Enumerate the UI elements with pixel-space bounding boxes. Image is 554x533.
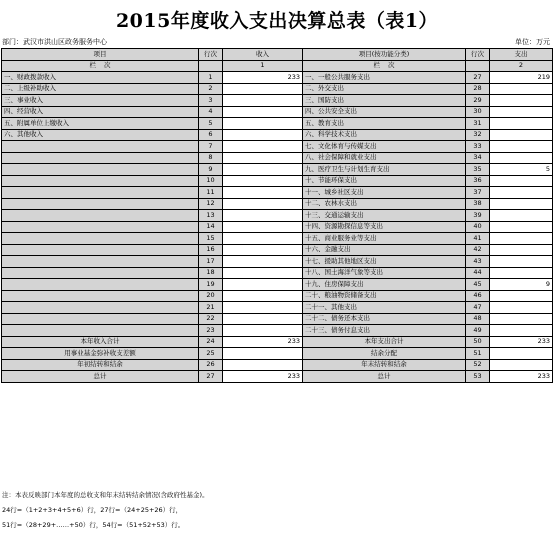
income-line-no-cell: 2 (199, 83, 223, 95)
table-row (2, 106, 553, 118)
table-row (2, 118, 553, 130)
expense-item-cell: 十七、援助其他地区支出 (303, 256, 466, 268)
expense-value-cell (490, 152, 553, 164)
income-value-cell (223, 221, 303, 233)
expense-item-cell: 十三、交通运输支出 (303, 210, 466, 222)
table-row (2, 290, 553, 302)
expense-item-cell: 二、外交支出 (303, 83, 466, 95)
income-line-no-cell: 7 (199, 141, 223, 153)
table-row (2, 221, 553, 233)
income-value-cell (223, 187, 303, 199)
income-item-cell (2, 290, 199, 302)
income-line-no-cell: 24 (199, 336, 223, 348)
income-item-cell (2, 267, 199, 279)
table-row (2, 129, 553, 141)
income-item-cell (2, 325, 199, 337)
income-line-no-cell: 23 (199, 325, 223, 337)
summary-row (2, 359, 553, 371)
income-value-cell (223, 118, 303, 130)
expense-item-cell: 十二、农林水支出 (303, 198, 466, 210)
income-item-cell (2, 256, 199, 268)
table-row (2, 302, 553, 314)
income-item-cell: 总计 (2, 371, 199, 383)
summary-row (2, 371, 553, 383)
expense-line-no-cell: 32 (466, 129, 490, 141)
header-row (2, 49, 553, 61)
income-item-cell (2, 244, 199, 256)
income-item-cell (2, 164, 199, 176)
income-line-no-cell: 17 (199, 256, 223, 268)
col-label-right (303, 60, 466, 72)
income-line-no-cell: 15 (199, 233, 223, 245)
table-row (2, 279, 553, 291)
column-index-row (2, 60, 553, 72)
income-item-cell: 用事业基金弥补收支差额 (2, 348, 199, 360)
income-line-no-cell: 12 (199, 198, 223, 210)
header-line-no: 行次 (199, 49, 223, 61)
expense-item-cell: 年末结转和结余 (303, 359, 466, 371)
income-value-cell (223, 95, 303, 107)
income-value-cell (223, 210, 303, 222)
income-line-no-cell: 22 (199, 313, 223, 325)
expense-value-cell (490, 198, 553, 210)
income-value-cell (223, 141, 303, 153)
col-index-2: 2 (490, 60, 553, 72)
expense-item-cell: 六、科学技术支出 (303, 129, 466, 141)
expense-value-cell (490, 267, 553, 279)
expense-item-cell: 十、节能环保支出 (303, 175, 466, 187)
expense-line-no-cell: 35 (466, 164, 490, 176)
income-item-cell (2, 221, 199, 233)
report-title: 2015年度收入支出决算总表（表1） (115, 10, 439, 32)
col-label-text-left: 栏 (89, 61, 104, 70)
expense-value-cell (490, 221, 553, 233)
income-line-no-cell: 11 (199, 187, 223, 199)
table-row (2, 72, 553, 84)
table-row (2, 164, 553, 176)
income-line-no-cell: 6 (199, 129, 223, 141)
expense-value-cell (490, 210, 553, 222)
expense-item-cell: 四、公共安全支出 (303, 106, 466, 118)
col-label2-text-right: 次 (388, 61, 395, 70)
footnotes (2, 488, 209, 533)
income-item-cell: 六、其他收入 (2, 129, 199, 141)
expense-value-cell (490, 187, 553, 199)
income-value-cell (223, 256, 303, 268)
income-value-cell (223, 83, 303, 95)
expense-value-cell (490, 141, 553, 153)
department-label: 部门：武汉市洪山区政务服务中心 (2, 38, 107, 46)
income-value-cell (223, 244, 303, 256)
expense-value-cell: 9 (490, 279, 553, 291)
expense-line-no-cell: 53 (466, 371, 490, 383)
income-line-no-cell: 4 (199, 106, 223, 118)
table-row (2, 325, 553, 337)
expense-value-cell (490, 83, 553, 95)
income-line-no-cell: 18 (199, 267, 223, 279)
expense-line-no-cell: 38 (466, 198, 490, 210)
income-value-cell (223, 106, 303, 118)
col-label2-text-left: 次 (104, 61, 111, 70)
income-item-cell (2, 175, 199, 187)
expense-line-no-cell: 47 (466, 302, 490, 314)
expense-item-cell: 总计 (303, 371, 466, 383)
table-row (2, 175, 553, 187)
expense-item-cell: 一、一般公共服务支出 (303, 72, 466, 84)
income-value-cell (223, 267, 303, 279)
income-value-cell (223, 152, 303, 164)
income-item-cell (2, 187, 199, 199)
expense-item-cell: 八、社会保障和就业支出 (303, 152, 466, 164)
expense-value-cell (490, 290, 553, 302)
expense-line-no-cell: 42 (466, 244, 490, 256)
income-item-cell (2, 198, 199, 210)
income-line-no-cell: 3 (199, 95, 223, 107)
income-value-cell (223, 302, 303, 314)
expense-item-cell: 二十二、债务还本支出 (303, 313, 466, 325)
income-value-cell (223, 175, 303, 187)
income-line-no-cell: 25 (199, 348, 223, 360)
expense-item-cell: 三、国防支出 (303, 95, 466, 107)
expense-value-cell (490, 302, 553, 314)
table-row (2, 233, 553, 245)
income-line-no-cell: 16 (199, 244, 223, 256)
expense-value-cell (490, 325, 553, 337)
income-item-cell (2, 141, 199, 153)
income-value-cell: 233 (223, 336, 303, 348)
expense-line-no-cell: 28 (466, 83, 490, 95)
expense-line-no-cell: 44 (466, 267, 490, 279)
expense-line-no-cell: 40 (466, 221, 490, 233)
table-row (2, 95, 553, 107)
income-line-no-cell: 5 (199, 118, 223, 130)
expense-line-no-cell: 29 (466, 95, 490, 107)
expense-value-cell: 219 (490, 72, 553, 84)
expense-value-cell (490, 95, 553, 107)
income-value-cell (223, 164, 303, 176)
income-item-cell: 二、上级补助收入 (2, 83, 199, 95)
col-label-left (2, 60, 199, 72)
summary-row (2, 336, 553, 348)
expense-item-cell: 九、医疗卫生与计划生育支出 (303, 164, 466, 176)
footnote-3: 51行=（28+29+……+50）行，54行=（51+52+53）行。 (2, 521, 185, 529)
expense-value-cell: 233 (490, 336, 553, 348)
income-line-no-cell: 20 (199, 290, 223, 302)
income-value-cell (223, 198, 303, 210)
income-item-cell (2, 279, 199, 291)
expense-line-no-cell: 33 (466, 141, 490, 153)
expense-line-no-cell: 50 (466, 336, 490, 348)
expense-line-no-cell: 48 (466, 313, 490, 325)
table-row (2, 83, 553, 95)
header-line-no-right: 行次 (466, 49, 490, 61)
expense-line-no-cell: 30 (466, 106, 490, 118)
income-item-cell: 本年收入合计 (2, 336, 199, 348)
header-item: 项目 (2, 49, 199, 61)
expense-line-no-cell: 27 (466, 72, 490, 84)
header-income: 收入 (223, 49, 303, 61)
expense-item-cell: 十四、资源勘探信息等支出 (303, 221, 466, 233)
table-row (2, 198, 553, 210)
expense-line-no-cell: 52 (466, 359, 490, 371)
expense-item-cell: 二十一、其他支出 (303, 302, 466, 314)
income-item-cell (2, 313, 199, 325)
income-line-no-cell: 10 (199, 175, 223, 187)
income-value-cell (223, 313, 303, 325)
income-item-cell (2, 210, 199, 222)
header-expense: 支出 (490, 49, 553, 61)
expense-item-cell: 十六、金融支出 (303, 244, 466, 256)
expense-item-cell: 十八、国土海洋气象等支出 (303, 267, 466, 279)
expense-line-no-cell: 41 (466, 233, 490, 245)
table-row (2, 256, 553, 268)
income-line-no-cell: 21 (199, 302, 223, 314)
income-item-cell: 三、事业收入 (2, 95, 199, 107)
budget-table (1, 48, 553, 383)
col-index-1: 1 (223, 60, 303, 72)
expense-value-cell (490, 256, 553, 268)
income-value-cell: 233 (223, 72, 303, 84)
income-value-cell (223, 290, 303, 302)
expense-value-cell (490, 348, 553, 360)
income-item-cell: 四、经营收入 (2, 106, 199, 118)
income-line-no-cell: 26 (199, 359, 223, 371)
expense-line-no-cell: 37 (466, 187, 490, 199)
expense-item-cell: 结余分配 (303, 348, 466, 360)
table-row (2, 152, 553, 164)
expense-value-cell (490, 233, 553, 245)
income-item-cell (2, 302, 199, 314)
expense-line-no-cell: 36 (466, 175, 490, 187)
income-value-cell: 233 (223, 371, 303, 383)
table-row (2, 187, 553, 199)
income-value-cell (223, 359, 303, 371)
income-line-no-cell: 14 (199, 221, 223, 233)
income-line-no-cell: 9 (199, 164, 223, 176)
income-value-cell (223, 348, 303, 360)
col-blank-left (199, 60, 223, 72)
expense-item-cell: 十一、城乡社区支出 (303, 187, 466, 199)
income-line-no-cell: 27 (199, 371, 223, 383)
header-item-func: 项目(按功能分类) (303, 49, 466, 61)
expense-item-cell: 二十、粮油物资储备支出 (303, 290, 466, 302)
expense-value-cell: 5 (490, 164, 553, 176)
expense-line-no-cell: 46 (466, 290, 490, 302)
table-row (2, 210, 553, 222)
footnote-2: 24行=（1+2+3+4+5+6）行，27行=（24+25+26）行， (2, 506, 183, 514)
expense-value-cell (490, 175, 553, 187)
expense-value-cell (490, 106, 553, 118)
expense-value-cell: 233 (490, 371, 553, 383)
income-line-no-cell: 1 (199, 72, 223, 84)
expense-value-cell (490, 359, 553, 371)
expense-value-cell (490, 118, 553, 130)
income-item-cell (2, 152, 199, 164)
expense-item-cell: 十九、住房保障支出 (303, 279, 466, 291)
expense-line-no-cell: 45 (466, 279, 490, 291)
income-value-cell (223, 233, 303, 245)
table-row (2, 244, 553, 256)
footnote-1: 注：本表反映部门本年度的总收支和年末结转结余情况(含政府性基金)。 (2, 491, 209, 499)
unit-label: 单位：万元 (515, 38, 550, 46)
budget-table-body (2, 49, 553, 383)
expense-item-cell: 十五、商业服务业等支出 (303, 233, 466, 245)
table-row (2, 141, 553, 153)
col-blank-right (466, 60, 490, 72)
income-item-cell: 五、附属单位上缴收入 (2, 118, 199, 130)
expense-line-no-cell: 39 (466, 210, 490, 222)
expense-item-cell: 二十三、债务付息支出 (303, 325, 466, 337)
expense-item-cell: 五、教育支出 (303, 118, 466, 130)
income-value-cell (223, 129, 303, 141)
expense-item-cell: 七、文化体育与传媒支出 (303, 141, 466, 153)
summary-row (2, 348, 553, 360)
expense-line-no-cell: 31 (466, 118, 490, 130)
income-value-cell (223, 325, 303, 337)
expense-value-cell (490, 313, 553, 325)
income-line-no-cell: 8 (199, 152, 223, 164)
col-label-text-right: 栏 (373, 61, 388, 70)
income-item-cell: 年初结转和结余 (2, 359, 199, 371)
expense-line-no-cell: 51 (466, 348, 490, 360)
income-item-cell: 一、财政拨款收入 (2, 72, 199, 84)
expense-line-no-cell: 43 (466, 256, 490, 268)
table-row (2, 313, 553, 325)
table-row (2, 267, 553, 279)
income-line-no-cell: 19 (199, 279, 223, 291)
expense-line-no-cell: 34 (466, 152, 490, 164)
expense-line-no-cell: 49 (466, 325, 490, 337)
income-value-cell (223, 279, 303, 291)
income-line-no-cell: 13 (199, 210, 223, 222)
income-item-cell (2, 233, 199, 245)
expense-item-cell: 本年支出合计 (303, 336, 466, 348)
expense-value-cell (490, 129, 553, 141)
expense-value-cell (490, 244, 553, 256)
